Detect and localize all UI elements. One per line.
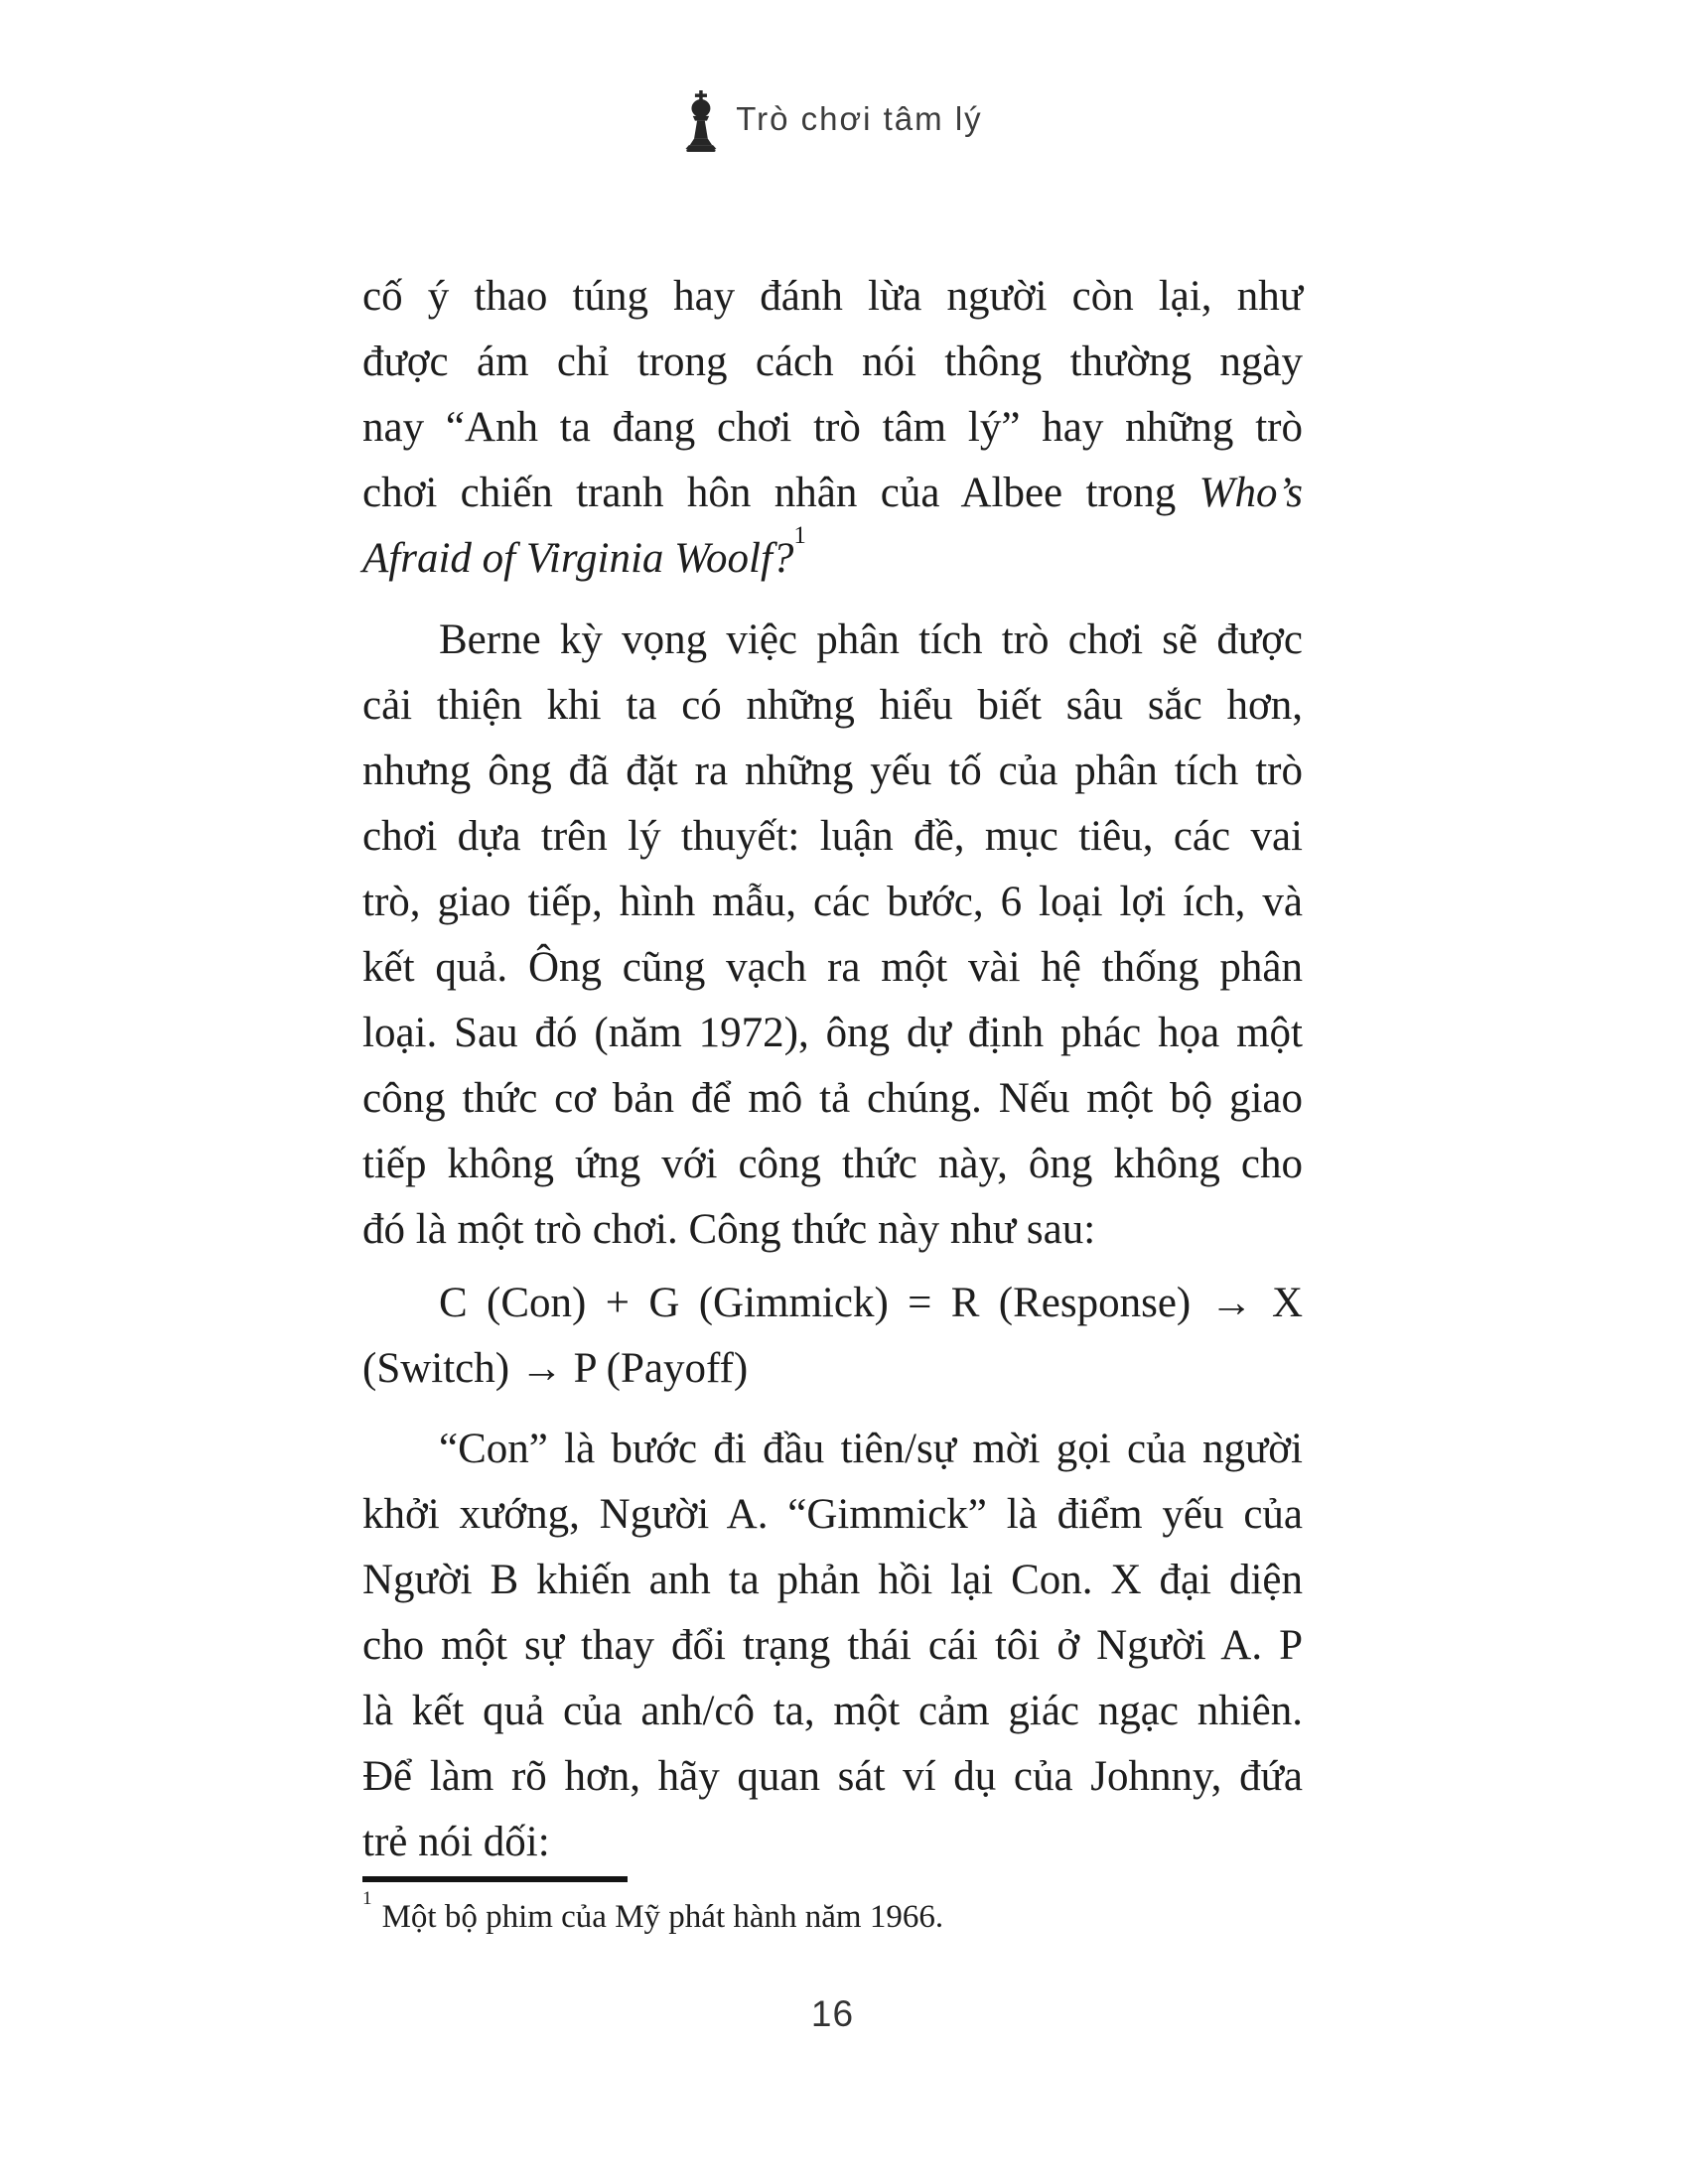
text-run: tiếp không ứng với công thức này, ông không cho bbox=[362, 1141, 1303, 1187]
text-run: nhưng ông đã đặt ra những yếu tố của phân tích trò bbox=[362, 748, 1303, 794]
text-run: C (Con) + G (Gimmick) = R (Response) → X bbox=[439, 1280, 1303, 1326]
text-run: chơi dựa trên lý thuyết: luận đề, mục tiêu, các vai bbox=[362, 813, 1303, 860]
text-run: cải thiện khi ta có những hiểu biết sâu sắc hơn, bbox=[362, 682, 1303, 729]
text-line bbox=[362, 1744, 1303, 1810]
paragraph-3 bbox=[362, 1417, 1303, 1875]
text-line bbox=[362, 461, 1303, 526]
page-header bbox=[362, 89, 1303, 153]
text-run: cho một sự thay đổi trạng thái cái tôi ở Người A. P bbox=[362, 1622, 1303, 1669]
text-line bbox=[362, 1132, 1303, 1197]
text-run: nay “Anh ta đang chơi trò tâm lý” hay những trò bbox=[362, 404, 1303, 451]
text-line bbox=[362, 1679, 1303, 1744]
text-line bbox=[362, 1548, 1303, 1613]
paragraph-2 bbox=[362, 608, 1303, 1263]
text-line bbox=[362, 673, 1303, 739]
text-run: Để làm rõ hơn, hãy quan sát ví dụ của Johnny, đứa bbox=[362, 1753, 1303, 1800]
text-line bbox=[362, 330, 1303, 395]
text-line bbox=[362, 935, 1303, 1001]
text-line bbox=[362, 1810, 1303, 1875]
text-run: “Con” là bước đi đầu tiên/sự mời gọi của người bbox=[439, 1426, 1303, 1472]
text-line bbox=[362, 1417, 1303, 1482]
footnote-text: Một bộ phim của Mỹ phát hành năm 1966. bbox=[381, 1899, 944, 1935]
footnote-marker: 1 bbox=[362, 1888, 372, 1910]
text-line bbox=[362, 804, 1303, 870]
text-line bbox=[362, 264, 1303, 330]
text-line bbox=[362, 1066, 1303, 1132]
text-line bbox=[362, 521, 1303, 592]
text-run: Berne kỳ vọng việc phân tích trò chơi sẽ được bbox=[439, 616, 1303, 663]
text-line bbox=[362, 1613, 1303, 1679]
footnote-reference: 1 bbox=[793, 521, 806, 549]
footnote bbox=[362, 1888, 1303, 1940]
text-line bbox=[362, 739, 1303, 804]
text-run: trẻ nói dối: bbox=[362, 1819, 550, 1865]
paragraph-formula bbox=[362, 1271, 1303, 1402]
text-run: đó là một trò chơi. Công thức này như sau: bbox=[362, 1206, 1096, 1253]
text-run: là kết quả của anh/cô ta, một cảm giác ngạc nhiên. bbox=[362, 1688, 1303, 1734]
running-title: Trò chơi tâm lý bbox=[736, 100, 983, 137]
text-line bbox=[362, 1482, 1303, 1548]
text-line bbox=[362, 870, 1303, 935]
formula-line bbox=[362, 1271, 1303, 1336]
text-run: khởi xướng, Người A. “Gimmick” là điểm yếu của bbox=[362, 1491, 1303, 1538]
text-run: được ám chỉ trong cách nói thông thường ngày bbox=[362, 339, 1303, 385]
text-run: công thức cơ bản để mô tả chúng. Nếu một bộ giao bbox=[362, 1075, 1303, 1122]
body-text bbox=[362, 264, 1303, 1875]
text-run: kết quả. Ông cũng vạch ra một vài hệ thống phân bbox=[362, 944, 1303, 991]
text-run: cố ý thao túng hay đánh lừa người còn lại, như bbox=[362, 273, 1303, 320]
text-line bbox=[362, 1197, 1303, 1263]
book-title-italic: Afraid of Virginia Woolf? bbox=[362, 535, 794, 582]
book-title-italic: Who’s bbox=[1198, 470, 1304, 516]
text-run: trò, giao tiếp, hình mẫu, các bước, 6 loại lợi ích, và bbox=[362, 879, 1303, 925]
text-run: loại. Sau đó (năm 1972), ông dự định phác họa một bbox=[362, 1010, 1303, 1056]
chess-king-icon bbox=[682, 90, 720, 152]
page-number: 16 bbox=[810, 1993, 855, 2034]
text-line bbox=[362, 608, 1303, 673]
text-line bbox=[362, 395, 1303, 461]
text-run: chơi chiến tranh hôn nhân của Albee trong bbox=[362, 470, 1177, 516]
formula-line bbox=[362, 1336, 1303, 1402]
text-line bbox=[362, 1001, 1303, 1066]
paragraph-1 bbox=[362, 264, 1303, 592]
footnote-rule bbox=[362, 1876, 628, 1882]
text-run: Người B khiến anh ta phản hồi lại Con. X đại diện bbox=[362, 1557, 1303, 1603]
text-run: (Switch) → P (Payoff) bbox=[362, 1345, 749, 1392]
